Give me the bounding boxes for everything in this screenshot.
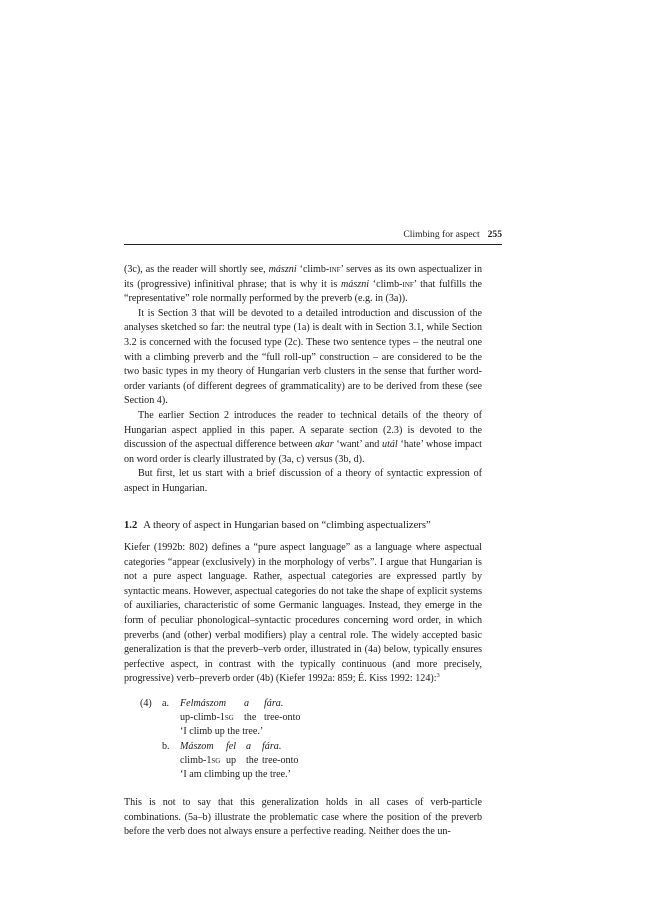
- page-number: 255: [487, 229, 502, 240]
- paragraph-6: This is not to say that this generalization holds in all cases of verb-particle combinations. (5a–b) illustrate the problematic case where the position of the preverb before the verb does not always ensure a perfective reading. Neither does the un-: [124, 797, 482, 838]
- example-4a: [124, 697, 482, 740]
- body-text: [124, 263, 482, 840]
- section-heading: [124, 519, 482, 534]
- example-translation: ‘I climb up the tree.’: [180, 726, 264, 738]
- example-letter-b: b.: [162, 740, 170, 752]
- example-letter-a: a.: [162, 698, 170, 710]
- example-4b: [124, 740, 482, 783]
- example-words: Mászom fel a fára.: [180, 740, 282, 752]
- paragraph-5: Kiefer (1992b: 802) defines a “pure aspect language” as a language where aspectual categories “appear (exclusively) in the morphology of verbs”. I argue that Hungarian is not a pure aspect language. Rather, aspectual categories are expressed partly by syntactic means. However, aspectual categories do not take the shape of explicit systems of auxiliaries, characteristic of some Germanic languages. Instead, they emerge in the form of peculiar phonological–syntactic procedures concerning word order, in which preverbs (and (other) verbal modifiers) play a central role. The widely accepted basic generalization is that the preverb–verb order, illustrated in (4a) below, typically ensures perfective aspect, in contrast with the typically continuous (and more precisely, progressive) verb–preverb order (4b) (Kiefer 1992a: 859; É. Kiss 1992: 124):$^3$: [124, 542, 482, 685]
- running-head: [403, 229, 502, 240]
- paragraph-1: (3c), as the reader will shortly see, mászni ‘climb-inf’ serves as its own aspectualizer in its (progressive) infinitival phrase; that is why it is mászni ‘climb-inf’ that fulfills the “representative” role normally performed by the preverb (e.g. in (3a)).: [124, 264, 483, 305]
- example-words: Felmászom a fára.: [180, 698, 284, 710]
- section-title: A theory of aspect in Hungarian based on “climbing aspectualizers”: [143, 519, 431, 531]
- example-gloss: climb-1sg up the tree-onto: [180, 754, 299, 766]
- paragraph-4: But first, let us start with a brief discussion of a theory of syntactic expression of aspect in Hungarian.: [124, 468, 482, 494]
- example-4: [124, 697, 482, 782]
- paragraph-3: The earlier Section 2 introduces the reader to technical details of the theory of Hungarian aspect applied in this paper. A separate section (2.3) is devoted to the discussion of the aspectual difference between akar ‘want’ and utál ‘hate’ whose impact on word order is clearly illustrated by (3a, c) versus (3b, d).: [124, 409, 482, 465]
- footnote-marker[interactable]: 3: [436, 672, 440, 680]
- section-number: 1.2: [124, 519, 138, 531]
- header-rule: [124, 244, 502, 245]
- running-title: Climbing for aspect: [403, 229, 480, 240]
- paragraph-2: It is Section 3 that will be devoted to a detailed introduction and discussion of the analyses sketched so far: the neutral type (1a) is dealt with in Section 3.1, while Section 3.2 is concerned with the focused type (2c). These two sentence types – the neutral one with a climbing preverb and the “full roll-up” construction – are considered to be the two basic types in my theory of Hungarian verb clusters in the sense that further word-order variants (of different degrees of grammaticality) are to be derived from these (see Section 4).: [124, 307, 482, 407]
- example-gloss: up-climb-1sg the tree-onto: [180, 712, 301, 724]
- example-number: (4): [140, 698, 152, 710]
- example-translation: ‘I am climbing up the tree.’: [180, 769, 291, 781]
